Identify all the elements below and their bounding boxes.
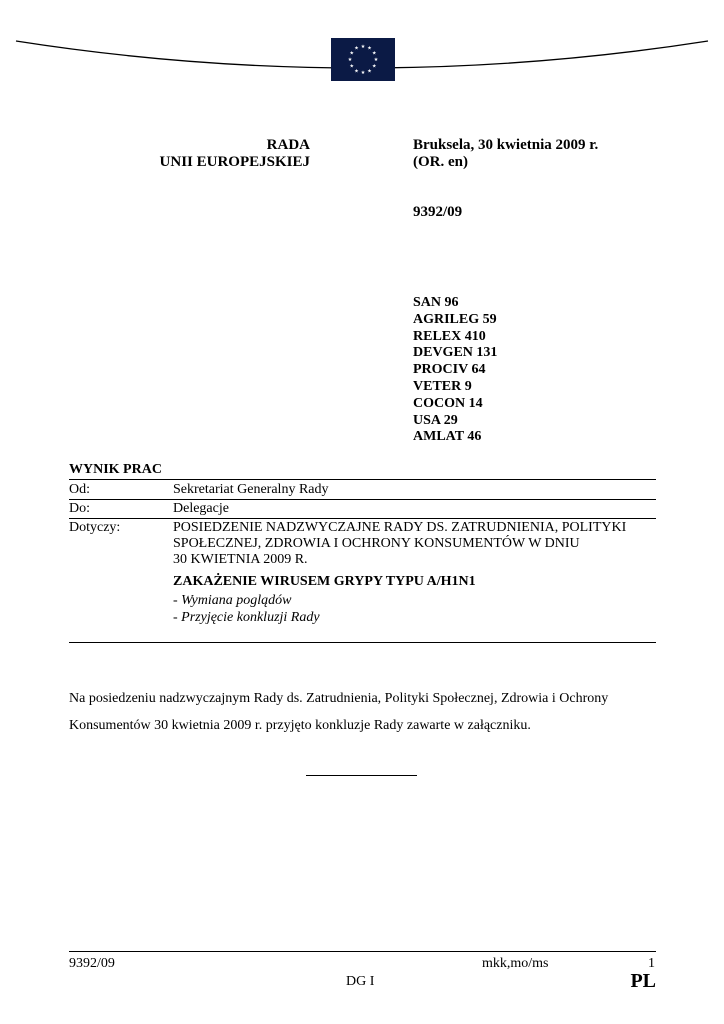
divider-to	[69, 518, 656, 519]
document-type: WYNIK PRAC	[69, 462, 162, 477]
footer-department: DG I	[346, 974, 375, 989]
star-icon: ★	[373, 57, 379, 63]
council-line-1: RADA	[266, 137, 310, 153]
body-line: Konsumentów 30 kwietnia 2009 r. przyjęto konkluzje Rady zawarte w załączniku.	[69, 718, 531, 733]
star-icon: ★	[349, 63, 354, 70]
divider-from	[69, 499, 656, 500]
body-paragraph	[69, 685, 669, 739]
code-item: COCON 14	[413, 395, 483, 411]
star-icon: ★	[372, 63, 377, 70]
document-number: 9392/09	[413, 204, 463, 220]
body-line: Na posiedzeniu nadzwyczajnym Rady ds. Zatrudnienia, Polityki Społecznej, Zdrowia i Ochrony	[69, 691, 609, 706]
footer-language: PL	[630, 970, 656, 992]
code-item: PROCIV 64	[413, 362, 486, 378]
from-label: Od:	[69, 482, 90, 497]
star-icon: ★	[367, 68, 372, 75]
divider-top	[69, 479, 656, 480]
subject-meeting	[173, 520, 656, 568]
footer-doc-number: 9392/09	[69, 956, 115, 971]
subject-item: - Przyjęcie konkluzji Rady	[173, 610, 320, 625]
from-value: Sekretariat Generalny Rady	[173, 482, 329, 497]
code-item: SAN 96	[413, 295, 459, 310]
classification-codes	[413, 295, 497, 446]
subject-meeting-line: 30 KWIETNIA 2009 R.	[173, 552, 308, 567]
to-label: Do:	[69, 501, 90, 516]
star-icon: ★	[360, 44, 366, 50]
code-item: DEVGEN 131	[413, 345, 498, 361]
original-language: (OR. en)	[413, 154, 468, 170]
star-icon: ★	[372, 50, 377, 57]
divider-subject	[69, 642, 656, 643]
star-icon: ★	[354, 45, 359, 52]
subject-label: Dotyczy:	[69, 520, 121, 535]
subject-item: - Wymiana poglądów	[173, 593, 292, 608]
page-number: 1	[648, 956, 655, 971]
to-value: Delegacje	[173, 501, 229, 516]
star-icon: ★	[360, 70, 366, 76]
place-date: Bruksela, 30 kwietnia 2009 r.	[413, 137, 599, 153]
star-icon: ★	[354, 68, 359, 75]
code-item: VETER 9	[413, 378, 472, 394]
subject-meeting-line: POSIEDZENIE NADZWYCZAJNE RADY DS. ZATRUDNIENIA, POLITYKI	[173, 520, 627, 535]
code-item: AGRILEG 59	[413, 311, 497, 327]
subject-meeting-line: SPOŁECZNEJ, ZDROWIA I OCHRONY KONSUMENTÓW W DNIU	[173, 536, 580, 551]
council-line-2: UNII EUROPEJSKIEJ	[159, 154, 310, 170]
end-separator	[306, 775, 417, 776]
star-icon: ★	[347, 57, 353, 63]
star-icon: ★	[367, 45, 372, 52]
eu-flag-icon	[331, 38, 395, 81]
subject-title: ZAKAŻENIE WIRUSEM GRYPY TYPU A/H1N1	[173, 574, 476, 589]
footer-divider	[69, 951, 656, 952]
star-icon: ★	[349, 50, 354, 57]
code-item: USA 29	[413, 412, 458, 428]
code-item: AMLAT 46	[413, 429, 482, 445]
footer-initials: mkk,mo/ms	[482, 956, 549, 971]
code-item: RELEX 410	[413, 328, 486, 344]
